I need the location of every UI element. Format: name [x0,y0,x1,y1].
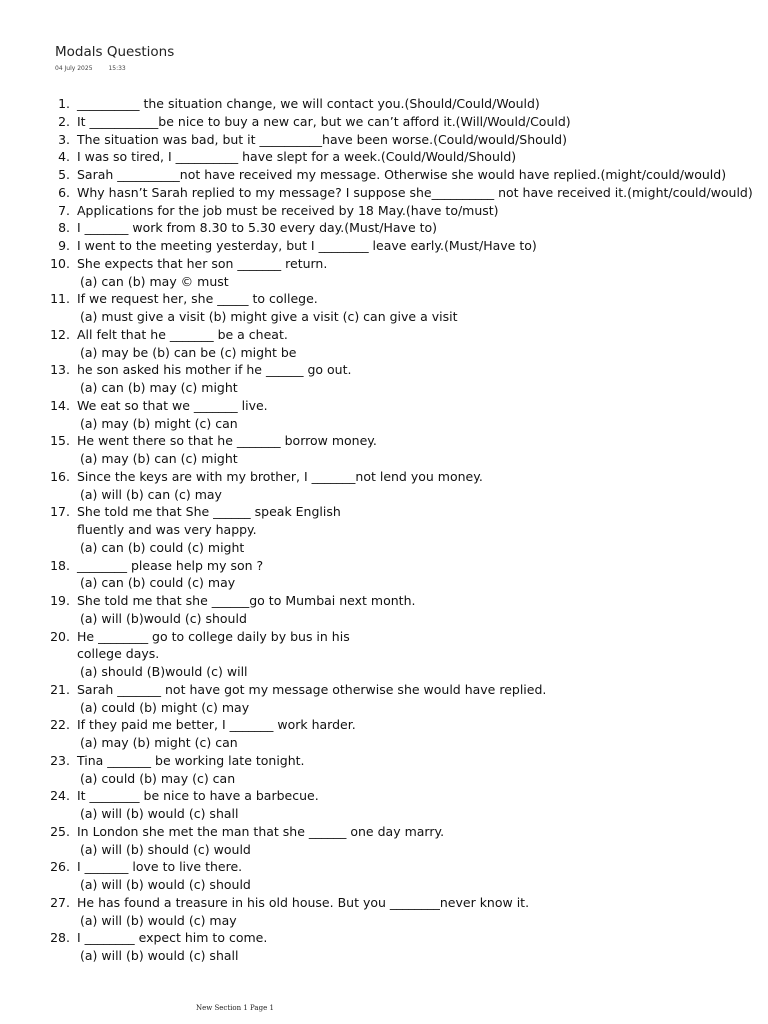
question-line [0,858,768,876]
question-number: 13. [50,362,70,378]
question-line [0,681,768,699]
question-line [0,929,768,947]
question-line [0,361,768,379]
options-line [0,574,768,592]
question-number: 11. [50,291,70,307]
question-text: he son asked his mother if he ______ go out. [77,362,352,378]
question-line [0,521,768,539]
question-text: He went there so that he _______ borrow money. [77,433,377,449]
options-line [0,699,768,717]
answer-options: (a) will (b) would (c) may [80,912,237,928]
question-line [0,503,768,521]
answer-options: (a) will (b) would (c) should [80,877,251,892]
question-text: If we request her, she _____ to college. [77,291,318,307]
question-number: 6. [58,184,70,200]
question-text: If they paid me better, I _______ work harder. [77,717,356,733]
question-text: Tina _______ be working late tonight. [77,752,305,768]
question-text: I was so tired, I __________ have slept for a week.(Could/Would/Should) [77,149,517,165]
question-text: She told me that She ______ speak English [77,504,341,520]
question-line [0,326,768,344]
question-text: ________ please help my son ? [77,557,264,573]
answer-options: (a) will (b)would (c) should [80,610,247,626]
question-number: 14. [50,397,70,413]
answer-options: (a) will (b) would (c) shall [80,948,239,963]
question-number: 7. [58,202,70,218]
question-text: I ________ expect him to come. [77,930,268,946]
answer-options: (a) must give a visit (b) might give a visit (c) can give a visit [80,309,458,324]
options-line [0,415,768,433]
question-line [0,184,768,202]
question-line [0,148,768,166]
question-text: Sarah _______ not have got my message otherwise she would have replied. [77,681,547,697]
question-number: 9. [58,238,70,253]
page-title: Modals Questions [55,44,175,60]
question-number: 17. [50,504,70,520]
question-number: 21. [50,681,70,697]
options-line [0,770,768,788]
question-line [0,219,768,237]
question-line [0,592,768,610]
question-line [0,432,768,450]
question-line [0,628,768,646]
question-text: I _______ work from 8.30 to 5.30 every day.(Must/Have to) [77,220,438,236]
question-number: 27. [50,894,70,910]
options-line [0,947,768,965]
answer-options: (a) can (b) could (c) might [80,539,245,555]
question-line [0,166,768,184]
options-line [0,539,768,557]
page-footer: New Section 1 Page 1 [196,1004,274,1012]
answer-options: (a) could (b) may (c) can [80,770,236,786]
question-line [0,397,768,415]
question-number: 3. [58,131,70,147]
options-line [0,610,768,628]
question-text: I went to the meeting yesterday, but I ________ leave early.(Must/Have to) [77,238,537,253]
answer-options: (a) may (b) might (c) can [80,415,238,431]
question-number: 10. [50,255,70,271]
page-meta [55,65,140,72]
question-line [0,894,768,912]
answer-options: (a) can (b) may (c) might [80,380,238,395]
question-number: 19. [50,593,70,608]
options-line [0,663,768,681]
question-number: 25. [50,823,70,839]
question-number: 22. [50,717,70,733]
question-text: He has found a treasure in his old house. But you ________never know it. [77,894,530,910]
options-line [0,841,768,859]
question-line [0,557,768,575]
answer-options: (a) could (b) might (c) may [80,699,250,715]
question-text: She told me that she ______go to Mumbai next month. [77,593,416,608]
question-line [0,290,768,308]
question-number: 28. [50,930,70,946]
question-number: 26. [50,859,70,875]
answer-options: (a) can (b) may © must [80,273,229,289]
options-line [0,912,768,930]
question-line [0,468,768,486]
question-text: All felt that he _______ be a cheat. [77,326,288,342]
page-date: 04 July 2025 [55,65,93,72]
answer-options: (a) may (b) can (c) might [80,451,238,466]
question-line [0,131,768,149]
question-number: 4. [58,149,70,165]
question-number: 20. [50,628,70,644]
options-line [0,734,768,752]
answer-options: (a) should (B)would (c) will [80,664,248,679]
options-line [0,308,768,326]
question-number: 24. [50,788,70,804]
question-number: 1. [58,96,70,111]
question-number: 23. [50,752,70,768]
question-number: 8. [58,220,70,236]
answer-options: (a) may (b) might (c) can [80,735,238,750]
options-line [0,344,768,362]
answer-options: (a) can (b) could (c) may [80,575,236,591]
question-text: In London she met the man that she ______ one day marry. [77,823,445,839]
options-line [0,805,768,823]
question-number: 15. [50,433,70,449]
options-line [0,379,768,397]
question-text: Since the keys are with my brother, I _______not lend you money. [77,468,483,484]
question-number: 18. [50,557,70,573]
question-text: college days. [77,646,160,662]
options-line [0,876,768,894]
question-line [0,716,768,734]
question-text: We eat so that we _______ live. [77,397,268,413]
question-text: fluently and was very happy. [77,522,257,537]
question-text: Why hasn’t Sarah replied to my message? I suppose she__________ not have received it.(might/could/would) [77,184,753,200]
question-text: He ________ go to college daily by bus in his [77,628,350,644]
answer-options: (a) may be (b) can be (c) might be [80,344,297,360]
question-text: It ___________be nice to buy a new car, but we can’t afford it.(Will/Would/Could) [77,113,571,129]
options-line [0,486,768,504]
question-text: Applications for the job must be received by 18 May.(have to/must) [77,202,499,218]
question-line [0,237,768,255]
question-line [0,823,768,841]
question-line [0,95,768,113]
answer-options: (a) will (b) would (c) shall [80,806,239,821]
options-line [0,450,768,468]
question-line [0,255,768,273]
question-text: The situation was bad, but it __________have been worse.(Could/would/Should) [77,131,567,147]
question-list [0,95,768,965]
question-text: It ________ be nice to have a barbecue. [77,788,319,804]
question-line [0,113,768,131]
question-text: I _______ love to live there. [77,859,243,875]
question-line [0,645,768,663]
question-number: 5. [58,167,70,182]
options-line [0,273,768,291]
question-line [0,752,768,770]
question-line [0,787,768,805]
answer-options: (a) will (b) can (c) may [80,486,222,502]
question-number: 16. [50,468,70,484]
question-number: 2. [58,113,70,129]
page-time: 15:33 [108,65,126,72]
question-number: 12. [50,326,70,342]
answer-options: (a) will (b) should (c) would [80,841,251,857]
question-text: Sarah __________not have received my message. Otherwise she would have replied.(might/could/would) [77,167,727,182]
question-line [0,202,768,220]
question-text: __________ the situation change, we will contact you.(Should/Could/Would) [77,96,540,111]
question-text: She expects that her son _______ return. [77,255,328,271]
